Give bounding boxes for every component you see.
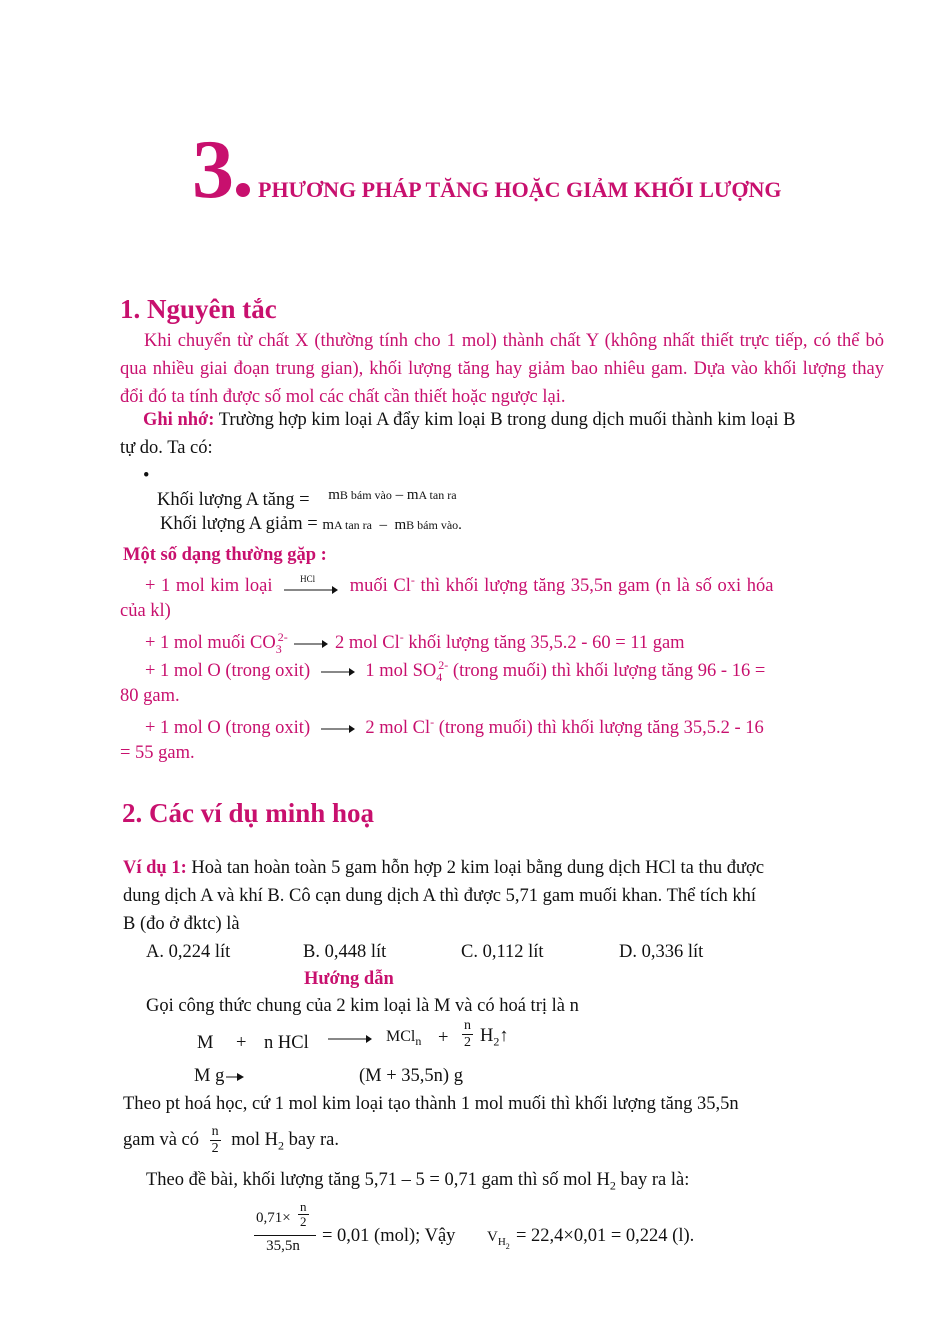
type-4-b-sup: - <box>430 715 435 729</box>
g3-sub: 2 <box>609 1178 616 1193</box>
guide-heading: Hướng dẫn <box>304 969 394 989</box>
calc-num-frac-d: 2 <box>300 1214 307 1229</box>
type-3-sub: 4 <box>436 669 443 684</box>
option-b: B. 0,448 lít <box>303 942 387 962</box>
type-1-b: muối Cl <box>349 576 411 597</box>
calc-num-frac-n: n <box>300 1199 307 1214</box>
decrease-label: Khối lượng A giảm = <box>160 514 318 534</box>
note-line-2: tự do. Ta có: <box>120 438 213 458</box>
g2-b-sub: 2 <box>278 1138 285 1153</box>
calc-V-sub: H <box>497 1236 506 1248</box>
eq-H2-text: H <box>480 1026 494 1046</box>
bullet: • <box>143 466 150 486</box>
arrow-hcl-label: HCl <box>300 573 316 584</box>
type-3-line-1 <box>145 658 765 685</box>
section-1-heading: 1. Nguyên tắc <box>120 294 277 324</box>
note-label: Ghi nhớ: <box>143 410 215 430</box>
type-3-line-2: 80 gam. <box>120 686 180 706</box>
eq-nHCl: n HCl <box>264 1033 309 1053</box>
type-2-b: 2 mol Cl <box>334 633 400 654</box>
increase-m1: m <box>328 487 340 503</box>
eq-arrow-icon <box>328 1032 372 1051</box>
chapter-title-text: PHƯƠNG PHÁP TĂNG HOẶC GIẢM KHỐI LƯỢNG <box>258 177 782 202</box>
type-4-b: 2 mol Cl <box>365 718 431 739</box>
eq-H2 <box>480 1026 509 1050</box>
example-1-line-1 <box>123 858 764 879</box>
increase-m2-sub: A tan ra <box>418 488 457 502</box>
example-1-label: Ví dụ 1: <box>123 858 187 878</box>
g2-a: gam và có <box>123 1129 200 1150</box>
type-1-a: + 1 mol kim loại <box>145 576 273 597</box>
up-arrow-icon: ↑ <box>499 1026 509 1046</box>
type-2-a: + 1 mol muối CO <box>145 633 276 654</box>
intro-text: Khi chuyển từ chất X (thường tính cho 1 mol) thành chất Y (không nhất thiết trực tiếp, có thể bỏ qua nhiều giai đoạn trung gian), khối lượng tăng hay giảm bao nhiêu gam. Dựa vào khối lượng thay đổi đó ta tính được số mol các chất cần thiết hoặc ngược lại. <box>120 331 884 407</box>
type-2-sup: 2- <box>277 630 288 644</box>
calc-V-text: V <box>487 1229 498 1245</box>
eq-plus-2: + <box>438 1028 449 1048</box>
row2-mg-text: M g <box>194 1066 225 1086</box>
type-4-line-1 <box>145 715 764 739</box>
g2-c: bay ra. <box>284 1129 340 1150</box>
type-2-c: khối lượng tăng 35,5.2 - 60 = 11 gam <box>403 633 685 654</box>
arrow-hcl-icon <box>284 573 338 597</box>
type-4-a: + 1 mol O (trong oxit) <box>145 718 311 739</box>
calc-V-subsub: 2 <box>505 1242 510 1251</box>
decrease-period: . <box>458 517 462 533</box>
mass-decrease-formula <box>160 514 462 535</box>
type-4-c: (trong muối) thì khối lượng tăng 35,5.2 - 16 <box>434 718 764 739</box>
common-types-heading: Một số dạng thường gặp : <box>123 545 327 565</box>
right-arrow-icon <box>226 1071 244 1083</box>
row2-salt: (M + 35,5n) g <box>359 1066 463 1086</box>
decrease-m1-sub: A tan ra <box>334 518 372 532</box>
arrow-icon <box>294 637 328 651</box>
guide-line-3 <box>123 1124 339 1157</box>
decrease-m2-sub: B bám vào <box>406 518 459 532</box>
eq-MCl <box>386 1028 421 1049</box>
note-line-1 <box>143 410 795 431</box>
increase-m2: m <box>406 487 419 503</box>
type-1-c: thì khối lượng tăng 35,5n gam (n là số oxi hóa <box>414 576 774 597</box>
calc-fraction <box>254 1200 312 1255</box>
row2-mg <box>194 1066 244 1087</box>
eq-MCl-text: MCl <box>386 1028 416 1045</box>
g3-b: bay ra là: <box>615 1170 690 1190</box>
section-1-intro <box>120 327 884 411</box>
type-1-b-sup: - <box>410 573 415 587</box>
eq-M: M <box>197 1033 214 1053</box>
increase-m1-sub: B bám vào <box>339 488 392 502</box>
decrease-m2: m <box>394 517 407 533</box>
g2-frac-den: 2 <box>211 1141 219 1156</box>
arrow-icon <box>321 722 355 736</box>
note-text: Trường hợp kim loại A đẩy kim loại B trong dung dịch muối thành kim loại B <box>214 410 796 430</box>
type-2-b-sup: - <box>399 630 404 644</box>
increase-label: Khối lượng A tăng = <box>157 490 310 510</box>
g3-a: Theo đề bài, khối lượng tăng 5,71 – 5 = 0,71 gam thì số mol H <box>146 1170 610 1190</box>
decrease-m1: m <box>322 517 334 533</box>
option-c: C. 0,112 lít <box>461 942 544 962</box>
calc-equation: = 0,01 (mol); Vậy <box>322 1226 456 1246</box>
option-a: A. 0,224 lít <box>146 942 231 962</box>
type-3-c: (trong muối) thì khối lượng tăng 96 - 16 = <box>448 661 766 682</box>
calc-num-a: 0,71× <box>256 1210 291 1226</box>
type-2-line <box>145 630 685 657</box>
guide-line-1: Gọi công thức chung của 2 kim loại là M và có hoá trị là n <box>146 996 579 1016</box>
type-4-line-2: = 55 gam. <box>120 743 195 763</box>
chapter-title <box>192 123 782 216</box>
eq-plus: + <box>236 1033 247 1053</box>
eq-frac-den: 2 <box>464 1035 471 1050</box>
eq-MCl-sub: n <box>415 1034 422 1049</box>
type-1-line-2: của kl) <box>120 601 171 621</box>
type-1-line-1 <box>145 573 845 597</box>
guide-line-4 <box>146 1170 689 1194</box>
option-d: D. 0,336 lít <box>619 942 704 962</box>
type-3-sup: 2- <box>438 658 449 672</box>
eq-H2-sub: 2 <box>493 1034 500 1049</box>
g2-b: mol H <box>231 1129 279 1150</box>
example-1-text-1: Hoà tan hoàn toàn 5 gam hỗn hợp 2 kim loại bằng dung dịch HCl ta thu được <box>186 858 765 878</box>
arrow-icon <box>321 665 355 679</box>
example-1-line-3: B (đo ở đktc) là <box>123 914 240 934</box>
title-dot-icon <box>236 183 250 197</box>
chapter-number: 3 <box>192 123 234 216</box>
section-2-heading: 2. Các ví dụ minh hoạ <box>122 798 375 828</box>
eq-fraction <box>462 1018 473 1051</box>
type-3-a: + 1 mol O (trong oxit) <box>145 661 311 682</box>
guide-line-2: Theo pt hoá học, cứ 1 mol kim loại tạo thành 1 mol muối thì khối lượng tăng 35,5n <box>123 1094 739 1114</box>
type-3-b: 1 mol SO <box>365 661 437 682</box>
calc-den: 35,5n <box>266 1238 300 1254</box>
eq-frac-num: n <box>464 1018 471 1033</box>
calc-V <box>487 1229 510 1251</box>
g2-frac-num: n <box>211 1124 219 1139</box>
mass-increase-formula <box>157 487 457 511</box>
decrease-minus: – <box>379 517 387 533</box>
increase-minus: – <box>395 487 404 503</box>
type-2-sub: 3 <box>275 641 282 656</box>
example-1-line-2: dung dịch A và khí B. Cô cạn dung dịch A thì được 5,71 gam muối khan. Thể tích khí <box>123 886 756 906</box>
calc-result: = 22,4×0,01 = 0,224 (l). <box>516 1226 695 1246</box>
